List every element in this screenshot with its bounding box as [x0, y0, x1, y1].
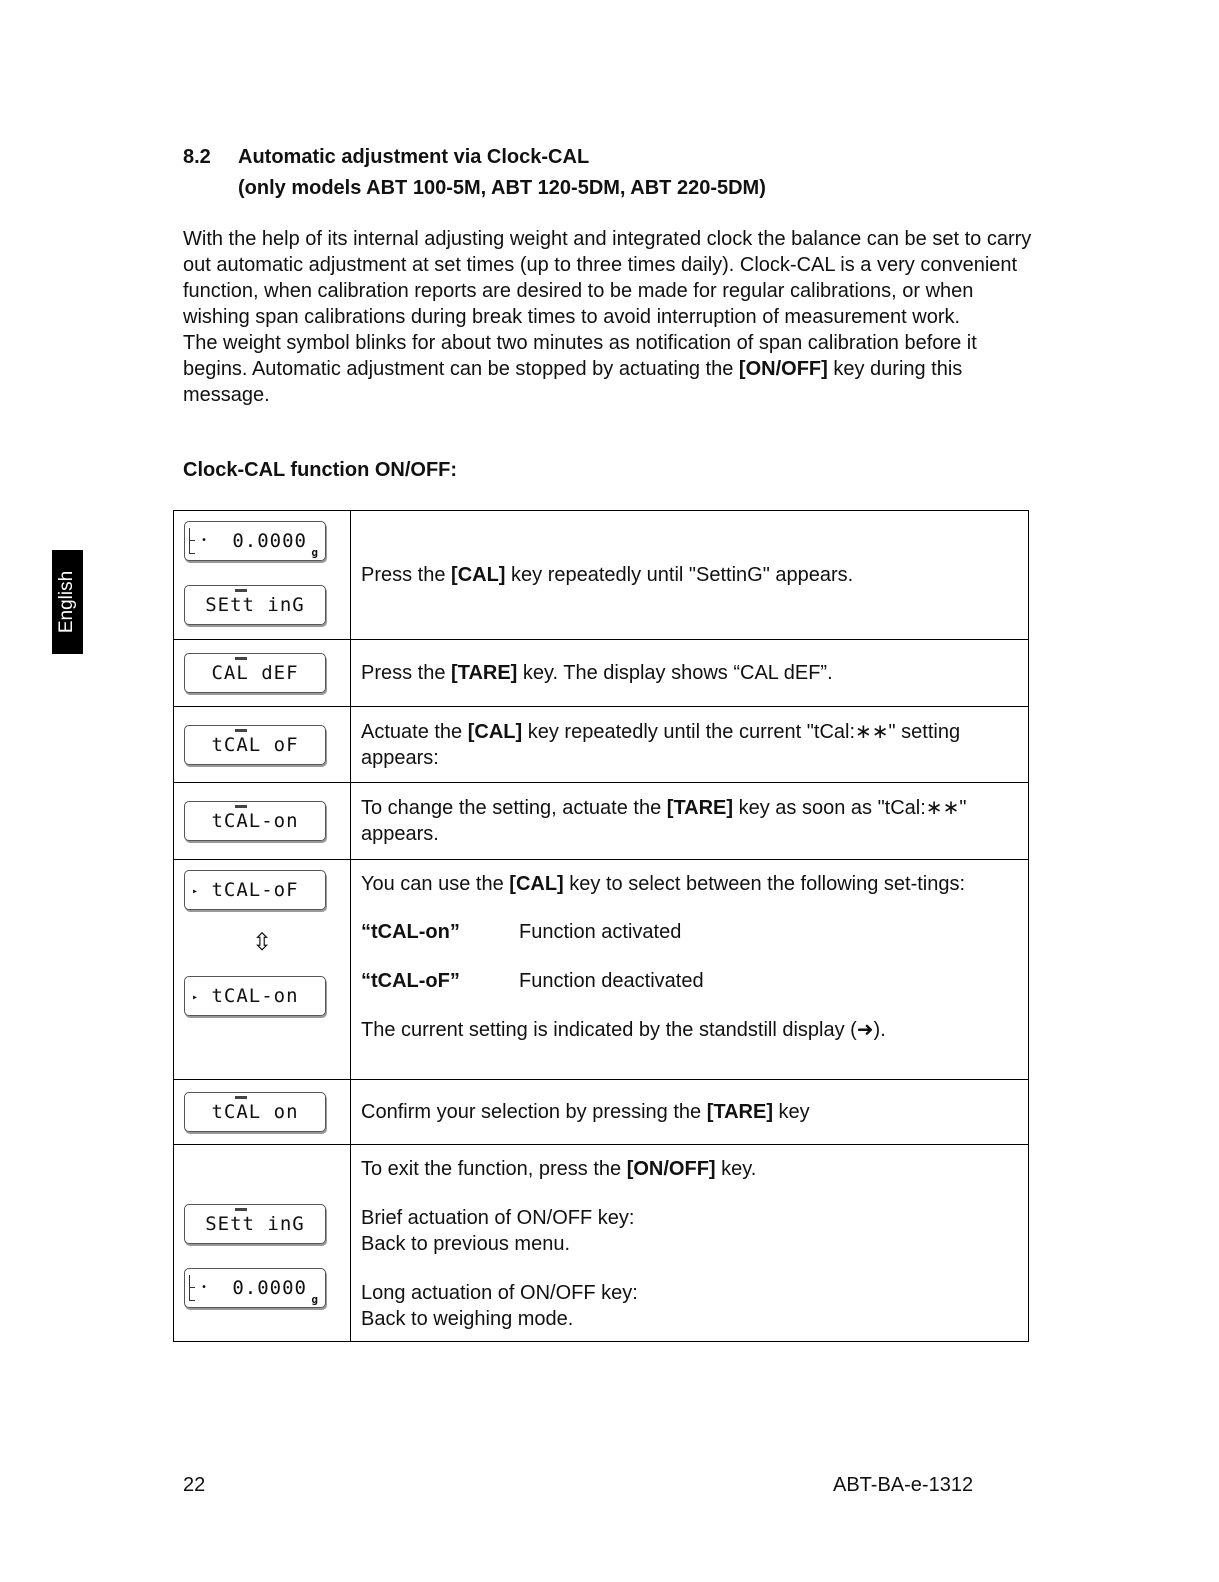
- intro-paragraph-1: With the help of its internal adjusting weight and integrated clock the balance can be set to carry out automatic adjustment at set times (up to three times daily). Clock-CAL is a very convenient function, when calibration reports are desired to be made for regular calibrations, or when wishing span calibrations during break times to avoid interruption of measurement work.: [183, 228, 1032, 328]
- lcd-value: SEtt inG: [205, 1213, 305, 1235]
- menu-indicator-icon: [235, 657, 247, 660]
- long-press-text: Long actuation of ON/OFF key:: [361, 1282, 638, 1304]
- lcd-value: CAL dEF: [211, 662, 299, 684]
- lcd-value: tCAL-on: [211, 985, 299, 1007]
- intro-text: [183, 226, 1033, 408]
- key-label: [CAL]: [509, 873, 564, 895]
- key-label: [CAL]: [451, 564, 506, 586]
- key-label: [TARE]: [451, 662, 518, 684]
- standstill-icon: •: [201, 535, 209, 546]
- step-text: key repeatedly until "SettinG" appears.: [505, 564, 854, 586]
- display-cell: [174, 511, 351, 640]
- step-text: key to select between the following set-tings:: [563, 873, 966, 895]
- step-text: key repeatedly until the current "tCal:∗∗" setting appears:: [361, 720, 961, 769]
- clock-cal-label: Clock-CAL function ON/OFF:: [183, 459, 458, 481]
- instruction-cell: [351, 640, 1029, 707]
- key-label: [TARE]: [706, 1101, 773, 1123]
- language-tab: [52, 550, 83, 654]
- key-label: [ON/OFF]: [626, 1158, 716, 1180]
- standstill-arrow-icon: ▸: [192, 886, 200, 897]
- step-text: To exit the function, press the: [361, 1158, 627, 1180]
- table-row: [174, 1145, 1029, 1342]
- step-text: key.: [715, 1158, 757, 1180]
- section-subtitle: (only models ABT 100-5M, ABT 120-5DM, ABT 220-5DM): [238, 177, 766, 199]
- lcd-value: 0.0000: [232, 530, 307, 552]
- table-row: [174, 860, 1029, 1080]
- display-cell: [174, 1145, 351, 1342]
- intro-paragraph-2: [183, 330, 1033, 408]
- stability-bars-icon: [189, 528, 196, 554]
- table-row: [174, 783, 1029, 860]
- intro-p2-text-a: The weight symbol blinks for about two minutes as notification of span calibration before it begins. Automatic adjustment can be stopped by actuating the: [183, 332, 977, 380]
- menu-indicator-icon: [235, 589, 247, 592]
- step-text: Press the: [361, 564, 452, 586]
- lcd-display-setting-exit: [184, 1204, 326, 1244]
- lcd-value: tCAL oF: [211, 733, 299, 756]
- table-row: [174, 511, 1029, 640]
- instruction-cell: [351, 860, 1029, 1080]
- display-cell: [174, 1080, 351, 1145]
- menu-indicator-icon: [235, 1096, 247, 1099]
- step-text: Actuate the: [361, 720, 468, 743]
- option-on: [361, 919, 1016, 945]
- lcd-value: tCAL-on: [211, 810, 299, 832]
- standstill-note: The current setting is indicated by the standstill display (➜).: [361, 1019, 886, 1041]
- key-label: [CAL]: [467, 720, 523, 743]
- instruction-cell: [351, 783, 1029, 860]
- language-tab-label: English: [56, 570, 78, 634]
- section-number: 8.2: [183, 146, 211, 168]
- lcd-display-tcal-on-final: [184, 1092, 326, 1132]
- option-desc: Function deactivated: [519, 970, 704, 992]
- long-press-result: Back to weighing mode.: [361, 1308, 574, 1330]
- option-term: “tCAL-oF”: [361, 970, 460, 992]
- lcd-display-setting: [184, 585, 326, 625]
- instruction-cell: [351, 707, 1029, 783]
- display-cell: [174, 640, 351, 707]
- step-text: key. The display shows “CAL dEF”.: [517, 662, 833, 684]
- lcd-value: tCAL on: [211, 1101, 299, 1123]
- instruction-cell: [351, 511, 1029, 640]
- lcd-display-weigh-exit: [184, 1268, 326, 1308]
- standstill-icon: •: [201, 1282, 209, 1293]
- option-off: [361, 968, 1016, 994]
- section-heading: [183, 142, 766, 204]
- lcd-display-tcal-of-select: [184, 870, 326, 910]
- lcd-value: SEtt inG: [205, 594, 305, 616]
- lcd-value: 0.0000: [232, 1277, 307, 1299]
- lcd-display-tcal-of: [184, 725, 326, 765]
- stability-bars-icon: [189, 1275, 196, 1301]
- step-text: Confirm your selection by pressing the: [361, 1101, 707, 1123]
- intro-p2-text-b: key during this message.: [183, 358, 963, 406]
- step-text: Press the: [361, 662, 452, 684]
- procedure-table: [173, 510, 1029, 1342]
- section-title: Automatic adjustment via Clock-CAL: [238, 146, 590, 168]
- instruction-cell: [351, 1145, 1029, 1342]
- option-term: “tCAL-on”: [361, 921, 460, 943]
- lcd-display-cal-def: [184, 653, 326, 693]
- intro-p2-key: [ON/OFF]: [738, 358, 828, 380]
- step-text: You can use the: [361, 873, 510, 895]
- up-down-arrow-icon: ⇳: [251, 929, 273, 956]
- step-text: key as soon as "tCal:∗∗" appears.: [361, 797, 967, 845]
- lcd-unit: g: [311, 546, 319, 559]
- display-cell: [174, 860, 351, 1080]
- display-cell: [174, 707, 351, 783]
- standstill-arrow-icon: ▸: [192, 992, 200, 1003]
- menu-indicator-icon: [235, 729, 247, 732]
- table-row: [174, 1080, 1029, 1145]
- menu-indicator-icon: [235, 1208, 247, 1211]
- step-text: key: [773, 1101, 810, 1123]
- lcd-unit: g: [311, 1293, 319, 1306]
- step-text: To change the setting, actuate the: [361, 797, 667, 819]
- option-desc: Function activated: [519, 921, 682, 943]
- lcd-display-weigh: [184, 521, 326, 561]
- lcd-display-tcal-on-select: [184, 976, 326, 1016]
- document-id: ABT-BA-e-1312: [833, 1474, 974, 1496]
- instruction-cell: [351, 1080, 1029, 1145]
- key-label: [TARE]: [666, 797, 734, 819]
- page-number: 22: [183, 1474, 206, 1496]
- display-cell: [174, 783, 351, 860]
- brief-press-result: Back to previous menu.: [361, 1233, 570, 1255]
- table-row: [174, 707, 1029, 783]
- menu-indicator-icon: [235, 805, 247, 808]
- lcd-value: tCAL-oF: [211, 879, 299, 901]
- table-row: [174, 640, 1029, 707]
- brief-press-text: Brief actuation of ON/OFF key:: [361, 1207, 635, 1229]
- lcd-display-tcal-on: [184, 801, 326, 841]
